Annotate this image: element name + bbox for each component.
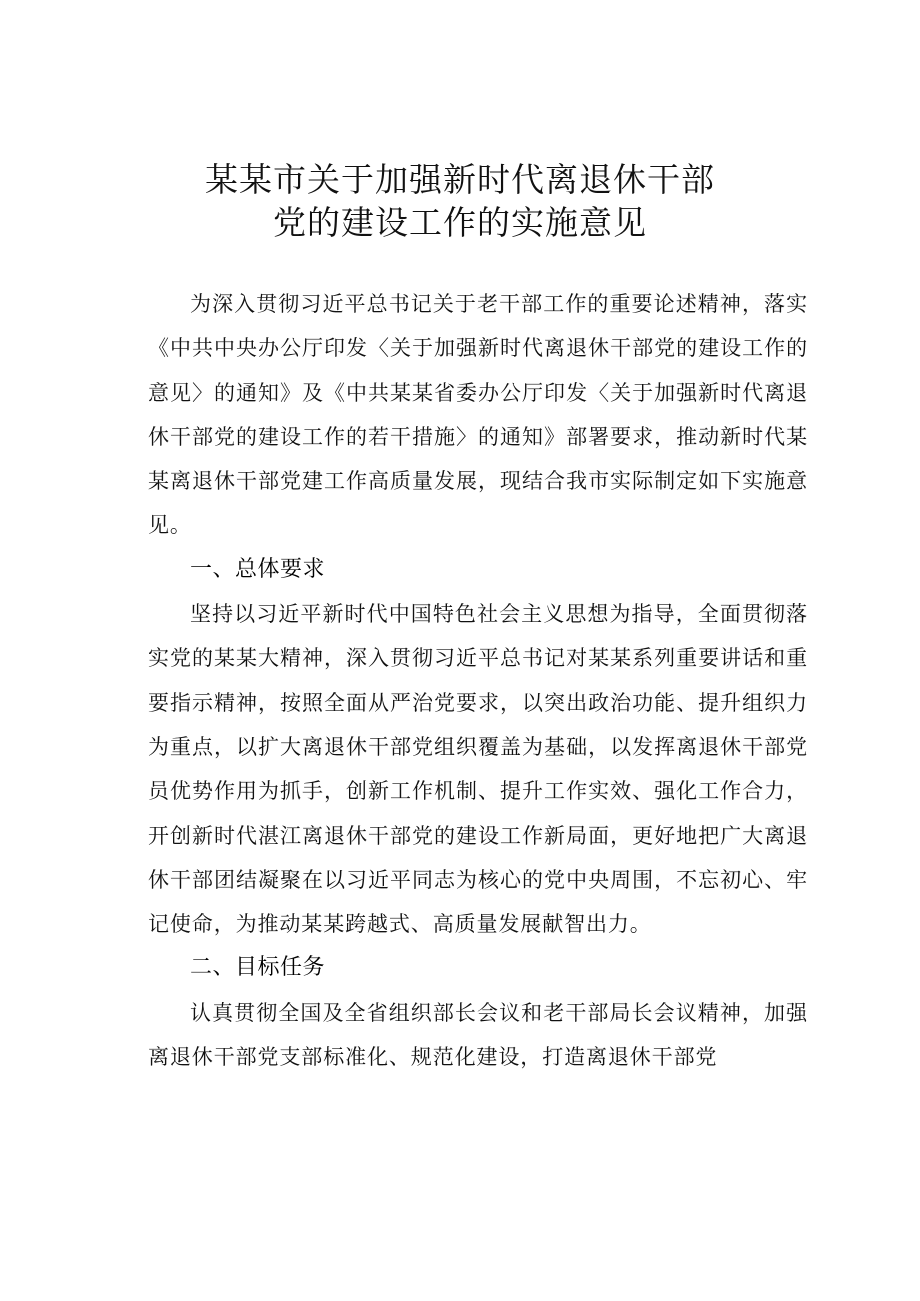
intro-paragraph: 为深入贯彻习近平总书记关于老干部工作的重要论述精神，落实《中共中央办公厅印发〈关于加强新时代离退休干部党的建设工作的意见〉的通知》及《中共某某省委办公厅印发〈关于加强新时代离退休干部党的建设工作的若干措施〉的通知》部署要求，推动新时代某某离退休干部党建工作高质量发展，现结合我市实际制定如下实施意见。 <box>148 292 808 538</box>
document-title-line-1: 某某市关于加强新时代离退休干部 <box>205 160 715 199</box>
section-heading-goals-tasks: 二、目标任务 <box>190 955 326 981</box>
document-body <box>148 282 808 1079</box>
section-paragraph-goals-tasks: 认真贯彻全国及全省组织部长会议和老干部局长会议精神，加强离退休干部党支部标准化、规范化建设，打造离退休干部党 <box>148 1000 808 1070</box>
document-title-line-2: 党的建设工作的实施意见 <box>273 203 647 242</box>
section-paragraph-general-requirements: 坚持以习近平新时代中国特色社会主义思想为指导，全面贯彻落实党的某某大精神，深入贯彻习近平总书记对某某系列重要讲话和重要指示精神，按照全面从严治党要求，以突出政治功能、提升组织力为重点，以扩大离退休干部党组织覆盖为基础，以发挥离退休干部党员优势作用为抓手，创新工作机制、提升工作实效、强化工作合力，开创新时代湛江离退休干部党的建设工作新局面，更好地把广大离退休干部团结凝聚在以习近平同志为核心的党中央周围，不忘初心、牢记使命，为推动某某跨越式、高质量发展献智出力。 <box>148 602 808 937</box>
section-heading-general-requirements: 一、总体要求 <box>190 556 326 582</box>
